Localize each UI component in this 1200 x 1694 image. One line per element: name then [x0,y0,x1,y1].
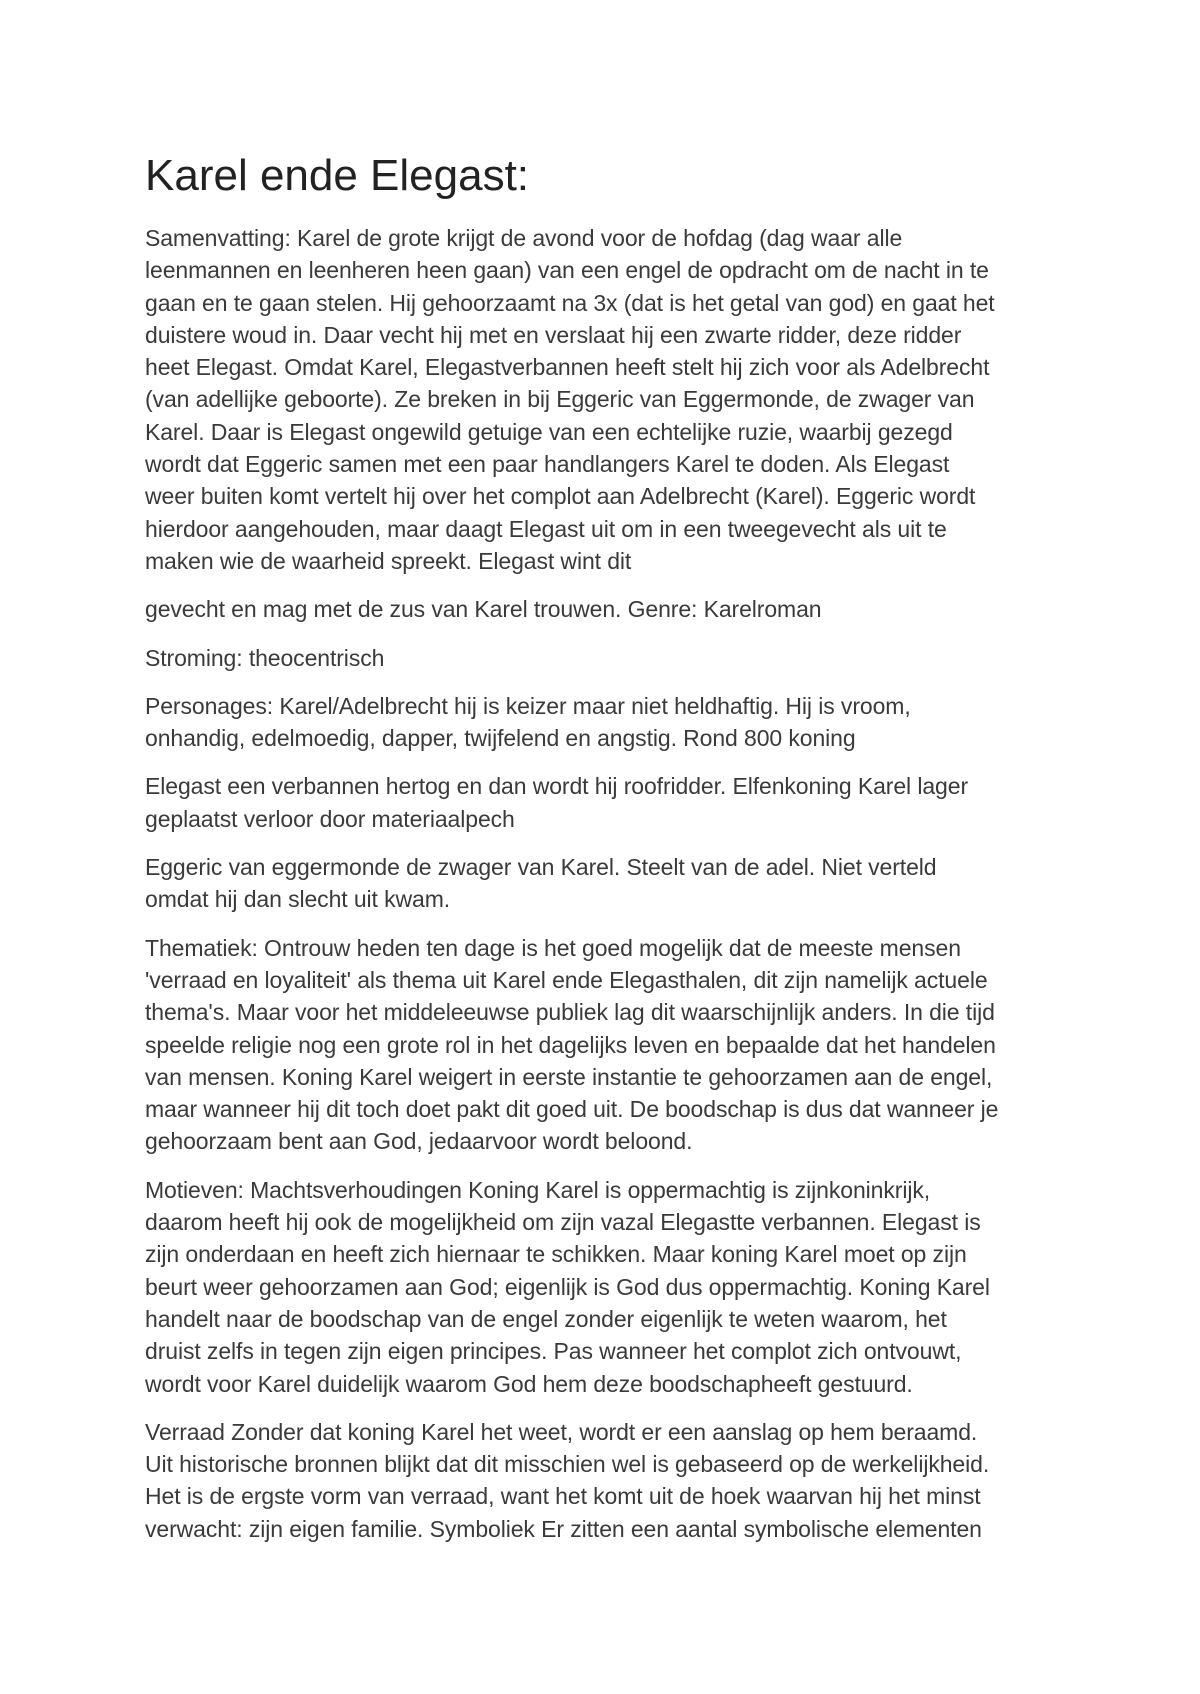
paragraph-motieven: Motieven: Machtsverhoudingen Koning Karel is oppermachtig is zijnkoninkrijk, daarom heeft hij ook de mogelijkheid om zijn vazal Elegastte verbannen. Elegast is zijn onderdaan en heeft zich hiernaar te schikken. Maar koning Karel moet op zijn beurt weer gehoorzamen aan God; eigenlijk is God dus oppermachtig. Koning Karel handelt naar de boodschap van de engel zonder eigenlijk te weten waarom, het druist zelfs in tegen zijn eigen principes. Pas wanneer het complot zich ontvouwt, wordt voor Karel duidelijk waarom God hem deze boodschapheeft gestuurd. [145,1176,990,1397]
document-title: Karel ende Elegast: [145,151,530,200]
paragraph-personages-elegast: Elegast een verbannen hertog en dan wordt hij roofridder. Elfenkoning Karel lager geplaatst verloor door materiaalpech [145,773,969,832]
paragraph-thematiek: Thematiek: Ontrouw heden ten dage is het goed mogelijk dat de meeste mensen 'verraad en loyaliteit' als thema uit Karel ende Elegasthalen, dit zijn namelijk actuele thema's. Maar voor het middeleeuwse publiek lag dit waarschijnlijk anders. In die tijd speelde religie nog een grote rol in het dagelijks leven en bepaalde dat het handelen van mensen. Koning Karel weigert in eerste instantie te gehoorzamen aan de engel, maar wanneer hij dit toch doet pakt dit goed uit. De boodschap is dus dat wanneer je gehoorzaam bent aan God, jedaarvoor wordt beloond. [145,934,999,1155]
document-page [145,150,1075,1561]
paragraph-stroming: Stroming: theocentrisch [145,644,385,671]
paragraph-personages-karel: Personages: Karel/Adelbrecht hij is keizer maar niet heldhaftig. Hij is vroom, onhandig, edelmoedig, dapper, twijfelend en angstig. Rond 800 koning [145,692,911,752]
paragraph-personages-eggeric: Eggeric van eggermonde de zwager van Karel. Steelt van de adel. Niet verteld omdat hij dan slecht uit kwam. [145,854,937,913]
paragraph-verraad: Verraad Zonder dat koning Karel het weet, wordt er een aanslag op hem beraamd. Uit historische bronnen blijkt dat dit misschien wel is gebaseerd op de werkelijkheid. Het is de ergste vorm van verraad, want het komt uit de hoek waarvan hij het minst verwacht: zijn eigen familie. Symboliek Er zitten een aantal symbolische elementen [145,1418,990,1542]
paragraph-samenvatting: Samenvatting: Karel de grote krijgt de avond voor de hofdag (dag waar alle leenmannen en leenheren heen gaan) van een engel de opdracht om de nacht in te gaan en te gaan stelen. Hij gehoorzaamt na 3x (dat is het getal van god) en gaat het duistere woud in. Daar vecht hij met en verslaat hij een zwarte ridder, deze ridder heet Elegast. Omdat Karel, Elegastverbannen heeft stelt hij zich voor als Adelbrecht (van adellijke geboorte). Ze breken in bij Eggeric van Eggermonde, de zwager van Karel. Daar is Elegast ongewild getuige van een echtelijke ruzie, waarbij gezegd wordt dat Eggeric samen met een paar handlangers Karel te doden. Als Elegast weer buiten komt vertelt hij over het complot aan Adelbrecht (Karel). Eggeric wordt hierdoor aangehouden, maar daagt Elegast uit om in een tweegevecht als uit te maken wie de waarheid spreekt. Elegast wint dit [145,225,995,574]
paragraph-genre: gevecht en mag met de zus van Karel trouwen. Genre: Karelroman [145,596,822,623]
